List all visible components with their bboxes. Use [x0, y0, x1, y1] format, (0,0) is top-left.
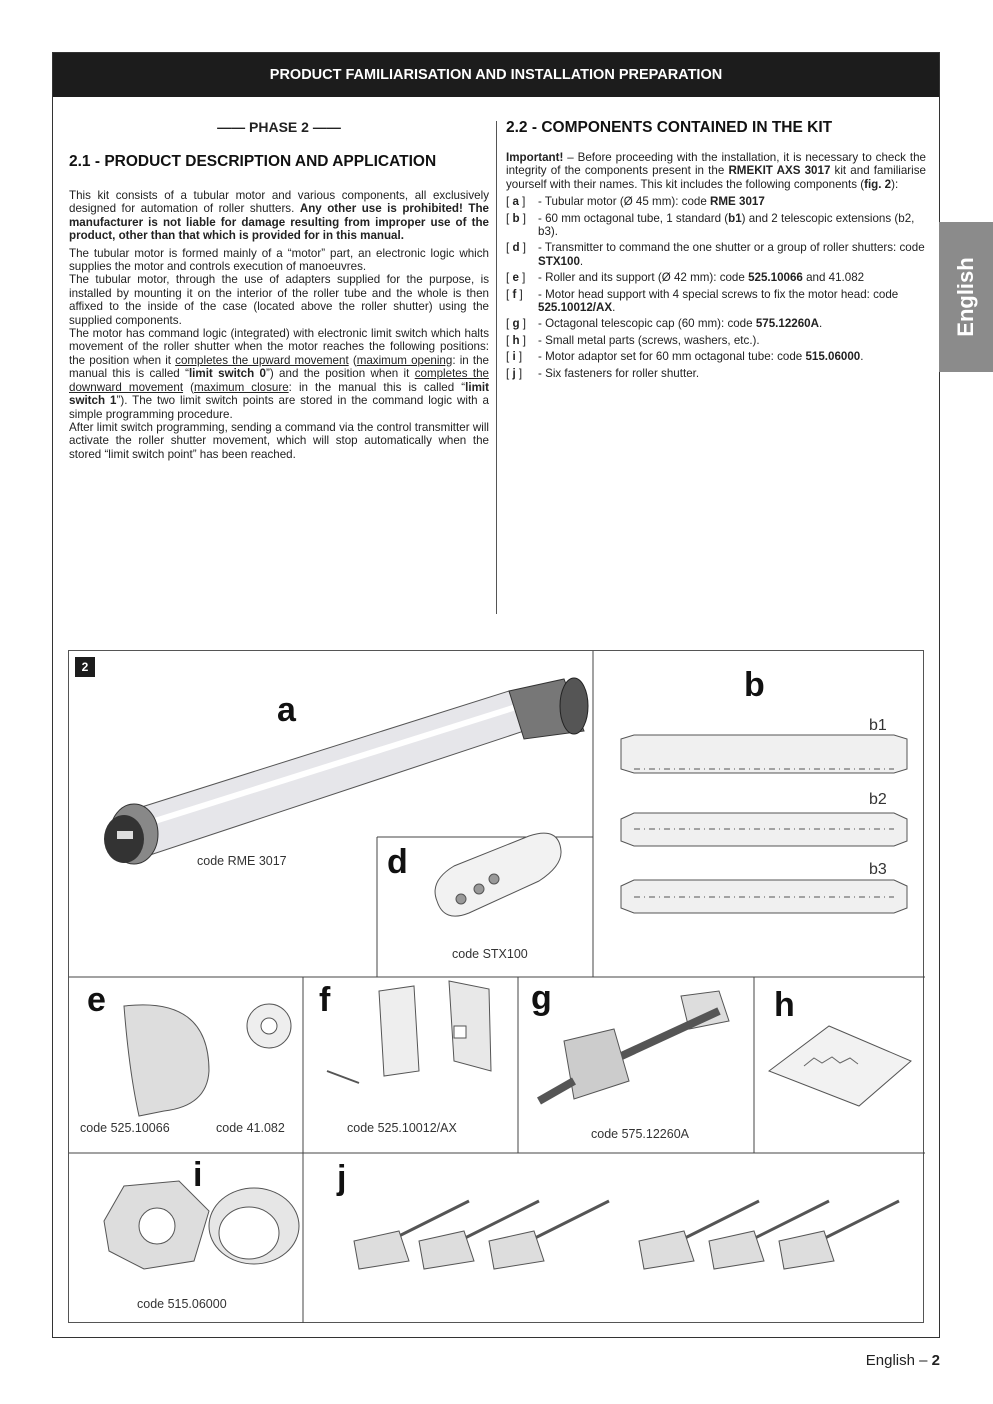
column-divider — [496, 121, 497, 614]
component-key: [ d ] — [506, 241, 526, 255]
component-description: - Small metal parts (screws, washers, etc.). — [538, 333, 760, 347]
component-description: - Motor head support with 4 special screws to fix the motor head: code 525.10012/AX. — [538, 287, 899, 315]
page-footer — [866, 1352, 940, 1369]
text: fig. 2 — [864, 177, 892, 191]
component-key: [ e ] — [506, 271, 526, 285]
code-g: code 575.12260A — [591, 1127, 690, 1141]
label-d: d — [387, 843, 408, 881]
code-e1: code 525.10066 — [80, 1121, 170, 1135]
paragraph-intro — [69, 189, 489, 243]
text: ( — [348, 353, 357, 367]
text: – Before proceeding with the installation, it is necessary to check the integrity of the components present in the — [506, 151, 926, 178]
tubular-motor-drawing — [104, 678, 588, 864]
component-key: [ a ] — [506, 195, 526, 209]
section-heading-2-1: 2.1 - PRODUCT DESCRIPTION AND APPLICATION — [69, 153, 437, 170]
section-header: PRODUCT FAMILIARISATION AND INSTALLATION PREPARATION — [53, 53, 939, 97]
text: ( — [183, 380, 194, 394]
component-item-i — [506, 350, 926, 363]
label-f: f — [319, 981, 331, 1019]
figure-number-badge: 2 — [75, 657, 95, 677]
text: Important! — [506, 151, 564, 164]
transmitter-drawing — [435, 833, 561, 916]
component-item-g — [506, 317, 926, 330]
code-a: code RME 3017 — [197, 854, 287, 868]
component-key: [ j ] — [506, 366, 523, 380]
page-number: 2 — [931, 1352, 940, 1369]
component-description: - Transmitter to command the one shutter or a group of roller shutters: code STX100. — [538, 241, 925, 268]
label-b2: b2 — [869, 791, 887, 808]
phase-title: —— PHASE 2 —— — [217, 119, 341, 135]
code-i: code 515.06000 — [137, 1297, 227, 1311]
text: maximum opening — [356, 353, 453, 367]
text: ): — [891, 177, 899, 191]
roller-support-drawing — [124, 1004, 291, 1116]
component-item-e — [506, 271, 926, 284]
text: The motor has command logic (integrated) with electronic limit switch which halts movement of the roller shutter when the motor reaches the following positions: the position when it — [69, 327, 489, 367]
section-heading-2-2: 2.2 - COMPONENTS CONTAINED IN THE KIT — [506, 119, 833, 136]
text: ”). The two limit switch points are stored in the command logic with a simple programming procedure. — [69, 394, 489, 421]
language-tab-label: English — [953, 257, 978, 337]
head-support-drawing — [327, 981, 491, 1083]
text: completes the downward movement — [69, 367, 489, 394]
label-a: a — [277, 691, 296, 729]
label-b: b — [744, 666, 765, 704]
label-b1: b1 — [869, 717, 887, 734]
paragraph-limit-switch — [69, 327, 489, 421]
label-i: i — [193, 1156, 203, 1194]
octagonal-tubes-drawing — [621, 735, 907, 913]
component-list — [506, 195, 926, 380]
figure-drawing — [69, 651, 925, 1324]
text: limit switch 1 — [69, 380, 489, 408]
text: : in the manual this is called “ — [69, 353, 489, 381]
paragraph-important — [506, 151, 926, 191]
figure-2 — [68, 650, 924, 1323]
telescopic-cap-drawing — [539, 991, 729, 1101]
text: maximum closure — [193, 380, 289, 394]
component-description: - Tubular motor (Ø 45 mm): code RME 3017 — [538, 195, 765, 209]
component-key: [ g ] — [506, 317, 526, 331]
text: : in the manual this is called “ — [288, 380, 466, 394]
tube-b1 — [621, 735, 907, 773]
paragraph-installation: The tubular motor, through the use of adapters supplied for the purpose, is installed by mounting it on the interior of the roller tube and the whole is then affixed to the inside of the case (located above the roller shutter) using the supplied components. — [69, 273, 489, 327]
label-j: j — [337, 1159, 347, 1197]
warning-text: Any other use is prohibited! The manufacturer is not liable for damage resulting from improper use of the product, other than that which is provided for in this manual. — [69, 202, 489, 243]
text: kit and familiarise yourself with their names. This kit includes the following components ( — [506, 164, 926, 191]
code-f: code 525.10012/AX — [347, 1121, 457, 1135]
text: completes the upward movement — [175, 353, 349, 367]
paragraph-motor: The tubular motor is formed mainly of a “motor” part, an electronic logic which supplies the motor and controls execution of manoeuvres. — [69, 246, 489, 274]
component-item-b — [506, 212, 926, 239]
component-key: [ h ] — [506, 333, 526, 347]
component-description: - 60 mm octagonal tube, 1 standard (b1) and 2 telescopic extensions (b2, b3). — [538, 211, 915, 239]
label-e: e — [87, 981, 106, 1019]
label-b3: b3 — [869, 861, 887, 878]
code-e2: code 41.082 — [216, 1121, 285, 1135]
component-item-h — [506, 334, 926, 347]
right-column — [506, 119, 926, 383]
component-key: [ f ] — [506, 287, 523, 301]
text: ”) and the position when it — [266, 367, 415, 381]
footer-language: English — [865, 1352, 915, 1369]
component-description: - Motor adaptor set for 60 mm octagonal tube: code 515.06000. — [538, 350, 864, 364]
component-description: - Roller and its support (Ø 42 mm): code 525.10066 and 41.082 — [538, 271, 865, 285]
component-item-f — [506, 288, 926, 315]
text: limit switch 0 — [188, 367, 266, 381]
component-description: - Six fasteners for roller shutter. — [538, 366, 700, 380]
text: RMEKIT AXS 3017 — [728, 164, 831, 178]
component-item-a — [506, 195, 926, 208]
metal-parts-bag-drawing — [769, 1026, 911, 1106]
code-d: code STX100 — [452, 947, 528, 961]
component-key: [ b ] — [506, 211, 526, 225]
label-h: h — [774, 986, 795, 1024]
language-tab — [939, 222, 993, 372]
paragraph-programming: After limit switch programming, sending a command via the control transmitter will activate the roller shutter movement, which will stop automatically when the stored “limit switch point” has been reached. — [69, 420, 489, 461]
component-item-d — [506, 241, 926, 268]
text: This kit consists of a tubular motor and various components, all exclusively designed for automation of roller shutters. — [69, 189, 489, 216]
fasteners-drawing — [354, 1201, 899, 1269]
left-column — [69, 119, 489, 465]
label-g: g — [531, 979, 552, 1017]
component-item-j — [506, 367, 926, 380]
component-key: [ i ] — [506, 350, 523, 364]
component-description: - Octagonal telescopic cap (60 mm): code 575.12260A. — [538, 317, 823, 331]
footer-separator: – — [914, 1352, 932, 1369]
